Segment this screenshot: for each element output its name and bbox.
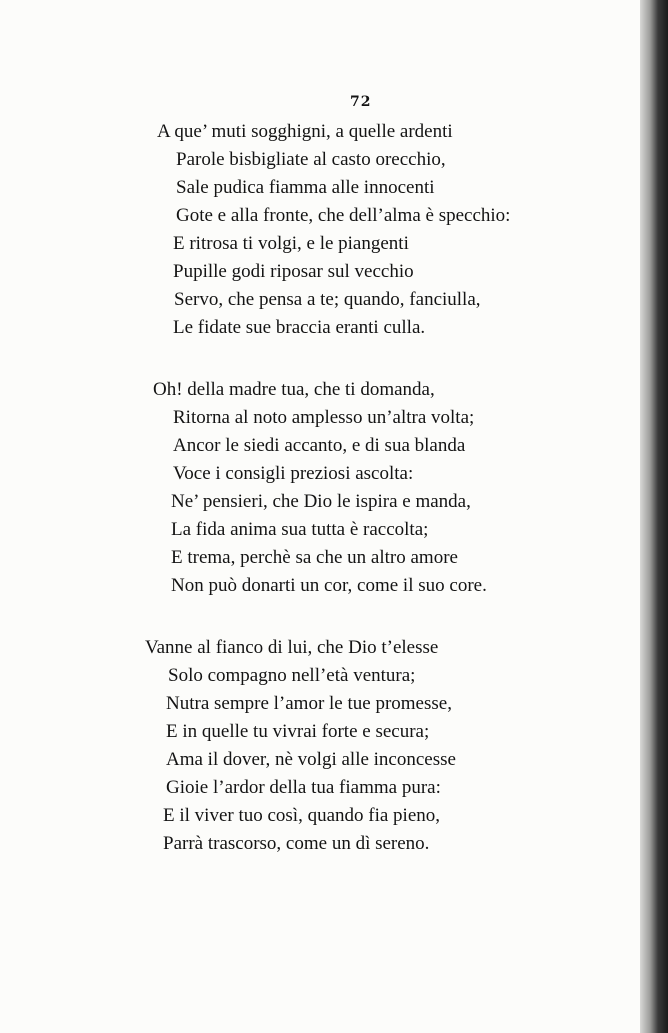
verse-line: Solo compagno nell’età ventura; [168,665,416,686]
verse-line: Parole bisbigliate al casto orecchio, [176,149,446,170]
verse-line: Ama il dover, nè volgi alle inconcesse [166,749,456,770]
verse-line: Sale pudica fiamma alle innocenti [176,177,435,198]
verse-line: Voce i consigli preziosi ascolta: [173,463,414,484]
verse-line: Non può donarti un cor, come il suo core. [171,575,487,596]
verse-line: E ritrosa ti volgi, e le piangenti [173,233,409,254]
verse-line: Gote e alla fronte, che dell’alma è specchio: [176,205,511,226]
verse-line: E il viver tuo così, quando fia pieno, [163,805,441,826]
verse-line: Nutra sempre l’amor le tue promesse, [166,693,452,714]
verse-line: Ritorna al noto amplesso un’altra volta; [173,407,475,428]
verse-line: Servo, che pensa a te; quando, fanciulla, [174,289,481,310]
verse-line: E in quelle tu vivrai forte e secura; [166,721,430,742]
verse-line: E trema, perchè sa che un altro amore [171,547,458,568]
verse-line: La fida anima sua tutta è raccolta; [171,519,429,540]
verse-line: Pupille godi riposar sul vecchio [173,261,414,282]
verse-line: Ancor le siedi accanto, e di sua blanda [173,435,466,456]
verse-line: Le fidate sue braccia eranti culla. [173,317,426,338]
verse-line: Oh! della madre tua, che ti domanda, [153,379,435,400]
page-number: 72 [350,94,372,110]
book-spine [640,0,668,1033]
verse-line: Ne’ pensieri, che Dio le ispira e manda, [171,491,471,512]
verse-line: Parrà trascorso, come un dì sereno. [163,833,430,854]
verse-line: A que’ muti sogghigni, a quelle ardenti [157,121,453,142]
verse-line: Vanne al fianco di lui, che Dio t’elesse [145,637,439,658]
verse-line: Gioie l’ardor della tua fiamma pura: [166,777,441,798]
